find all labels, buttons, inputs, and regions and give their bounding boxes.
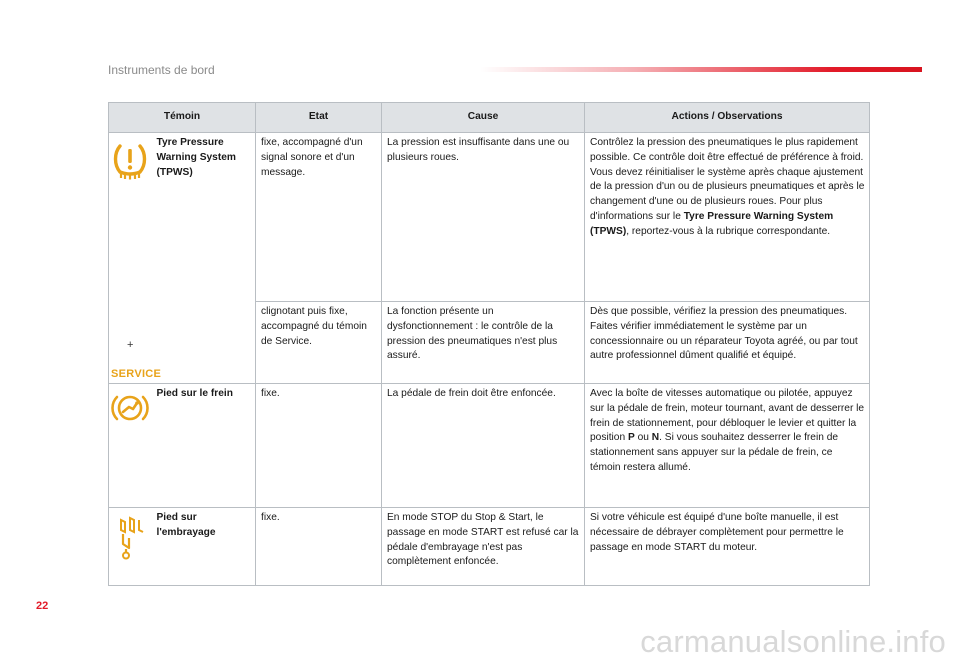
section-title: Instruments de bord bbox=[108, 63, 215, 77]
clutch-state: fixe. bbox=[256, 508, 382, 586]
table-row-tpws bbox=[109, 133, 870, 302]
watermark: carmanualsonline.info bbox=[640, 624, 946, 659]
column-header-etat: Etat bbox=[256, 103, 382, 133]
clutch-name: Pied sur l'embrayage bbox=[152, 508, 256, 586]
clutch-cause: En mode STOP du Stop & Start, le passage en mode START est refusé car la pédale d'embrayage n'est pas complètement enfoncée. bbox=[382, 508, 585, 586]
tpws-action-text: Contrôlez la pression des pneumatiques le plus rapidement possible. Ce contrôle doit être effectué de préférence à froid. Vous devez réinitialiser le système après chaque ajustement de la pression d'un ou de plusieurs pneumatiques et après le changement d'une ou de plusieurs roues. Pour plus d'informations sur le bbox=[590, 137, 865, 222]
table-header-row bbox=[109, 103, 870, 133]
tpws-action-bold-ref: Tyre Pressure Warning System (TPWS) bbox=[590, 210, 834, 237]
clutch-action: Si votre véhicule est équipé d'une boîte manuelle, il est nécessaire de débrayer complètement pour permettre le passage en mode START du moteur. bbox=[585, 508, 870, 586]
brake-action-or: ou bbox=[634, 432, 652, 444]
brake-action-text: Avec la boîte de vitesses automatique ou pilotée, appuyez sur la pédale de frein, moteur tournant, avant de desserrer le frein de stationnement, pour débloquer le levier et quitter la position bbox=[590, 388, 865, 444]
brake-icon-cell bbox=[109, 384, 152, 508]
tpws-action-tail: , reportez-vous à la rubrique correspondante. bbox=[626, 225, 831, 237]
warning-lights-table bbox=[108, 102, 870, 586]
clutch-icon-cell bbox=[109, 508, 152, 586]
brake-cause: La pédale de frein doit être enfoncée. bbox=[382, 384, 585, 508]
column-header-temoin: Témoin bbox=[109, 103, 256, 133]
table-row-clutch bbox=[109, 508, 870, 586]
brake-state: fixe. bbox=[256, 384, 382, 508]
clutch-pedal-icon bbox=[115, 514, 145, 560]
header-accent-bar bbox=[480, 67, 922, 72]
tpws-name: Tyre Pressure Warning System (TPWS) bbox=[152, 133, 256, 384]
column-header-cause: Cause bbox=[382, 103, 585, 133]
plus-sign: + bbox=[127, 339, 134, 351]
tpws-state-fixed: fixe, accompagné d'un signal sonore et d'un message. bbox=[256, 133, 382, 302]
brake-pedal-icon bbox=[111, 393, 149, 423]
tpws-action-fixed bbox=[585, 133, 870, 302]
tpws-state-blinking: clignotant puis fixe, accompagné du témoin de Service. bbox=[256, 302, 382, 384]
brake-position-p: P bbox=[627, 432, 635, 444]
tpws-icon-cell bbox=[109, 133, 162, 384]
page-number: 22 bbox=[36, 600, 49, 612]
brake-action bbox=[585, 384, 870, 508]
brake-position-n: N bbox=[651, 432, 660, 444]
table-row-brake bbox=[109, 384, 870, 508]
tire-pressure-warning-icon bbox=[113, 141, 147, 181]
tpws-cause-malfunction: La fonction présente un dysfonctionnement : le contrôle de la pression des pneumatiques n'est plus assuré. bbox=[382, 302, 585, 384]
tpws-action-blinking: Dès que possible, vérifiez la pression des pneumatiques. Faites vérifier immédiatement le système par un concessionnaire ou un réparateur Toyota agréé, ou par tout autre professionnel dûment qualifié et équipé. bbox=[585, 302, 870, 384]
tpws-cause-low-pressure: La pression est insuffisante dans une ou plusieurs roues. bbox=[382, 133, 585, 302]
brake-name: Pied sur le frein bbox=[152, 384, 256, 508]
service-warning-icon: SERVICE bbox=[111, 368, 162, 380]
brake-action-tail: . Si vous souhaitez desserrer le frein de stationnement sans appuyer sur la pédale de frein, ce témoin restera allumé. bbox=[590, 432, 839, 473]
column-header-actions: Actions / Observations bbox=[585, 103, 870, 133]
